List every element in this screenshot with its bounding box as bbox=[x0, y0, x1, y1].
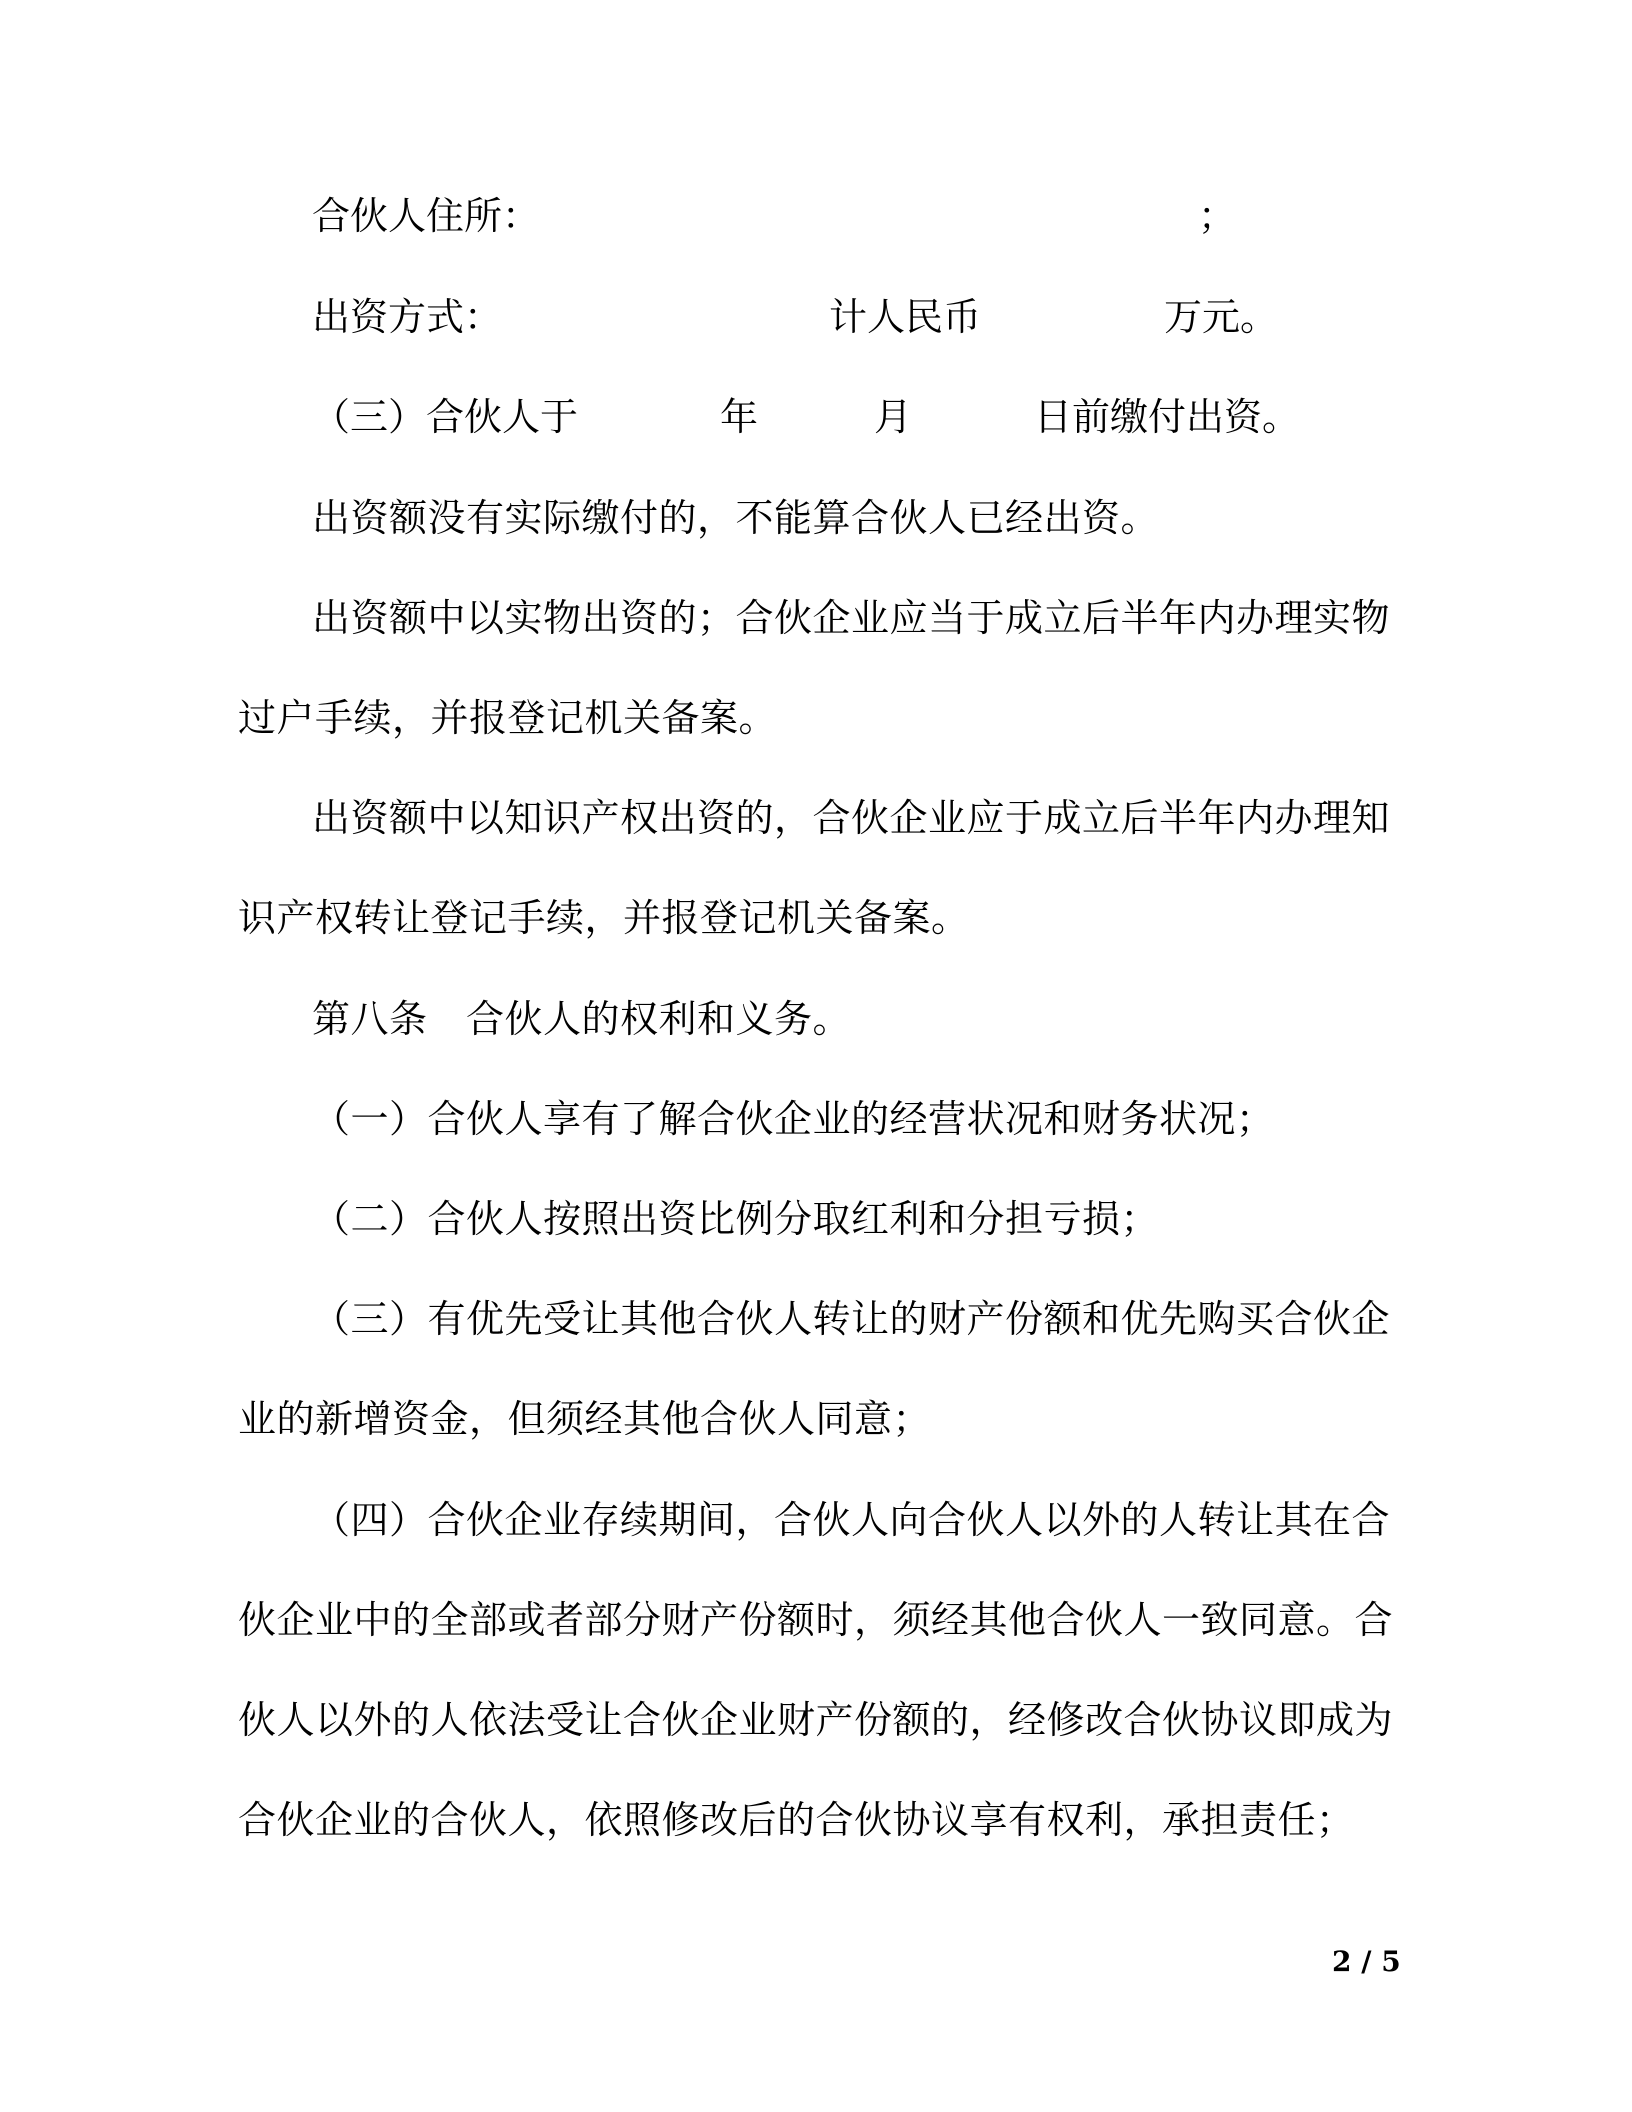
paragraph-line: （一）合伙人享有了解合伙企业的经营状况和财务状况； bbox=[312, 1097, 1275, 1141]
paragraph-line: 伙企业中的全部或者部分财产份额时，须经其他合伙人一致同意。合 bbox=[238, 1598, 1394, 1642]
date-prefix: （三）合伙人于 bbox=[312, 395, 579, 439]
paragraph-line: 伙人以外的人依法受让合伙企业财产份额的，经修改合伙协议即成为 bbox=[238, 1698, 1394, 1742]
date-year: 年 bbox=[720, 395, 759, 439]
paragraph-line: （三）有优先受让其他合伙人转让的财产份额和优先购买合伙企 bbox=[312, 1297, 1391, 1341]
paragraph-line: 出资额中以知识产权出资的，合伙企业应于成立后半年内办理知 bbox=[312, 796, 1391, 840]
address-end: ； bbox=[1198, 194, 1237, 238]
paragraph-line: 业的新增资金，但须经其他合伙人同意； bbox=[238, 1397, 932, 1441]
paragraph-line: 出资额没有实际缴付的，不能算合伙人已经出资。 bbox=[312, 496, 1160, 540]
paragraph-line: （二）合伙人按照出资比例分取红利和分担亏损； bbox=[312, 1197, 1160, 1241]
paragraph-line: 出资额中以实物出资的；合伙企业应当于成立后半年内办理实物 bbox=[312, 596, 1391, 640]
date-suffix: 日前缴付出资。 bbox=[1034, 395, 1301, 439]
paragraph-line: 过户手续，并报登记机关备案。 bbox=[238, 696, 778, 740]
paragraph-line: 识产权转让登记手续，并报登记机关备案。 bbox=[238, 896, 970, 940]
contribution-middle: 计人民币 bbox=[829, 295, 982, 339]
address-label: 合伙人住所： bbox=[312, 194, 541, 238]
date-month: 月 bbox=[874, 395, 913, 439]
contribution-label: 出资方式： bbox=[312, 295, 503, 339]
contribution-end: 万元。 bbox=[1164, 295, 1279, 339]
page-number: 2 / 5 bbox=[1332, 1945, 1401, 1978]
article-heading: 第八条 合伙人的权利和义务。 bbox=[312, 997, 852, 1041]
paragraph-line: （四）合伙企业存续期间，合伙人向合伙人以外的人转让其在合 bbox=[312, 1498, 1391, 1542]
paragraph-line: 合伙企业的合伙人，依照修改后的合伙协议享有权利，承担责任； bbox=[238, 1798, 1355, 1842]
